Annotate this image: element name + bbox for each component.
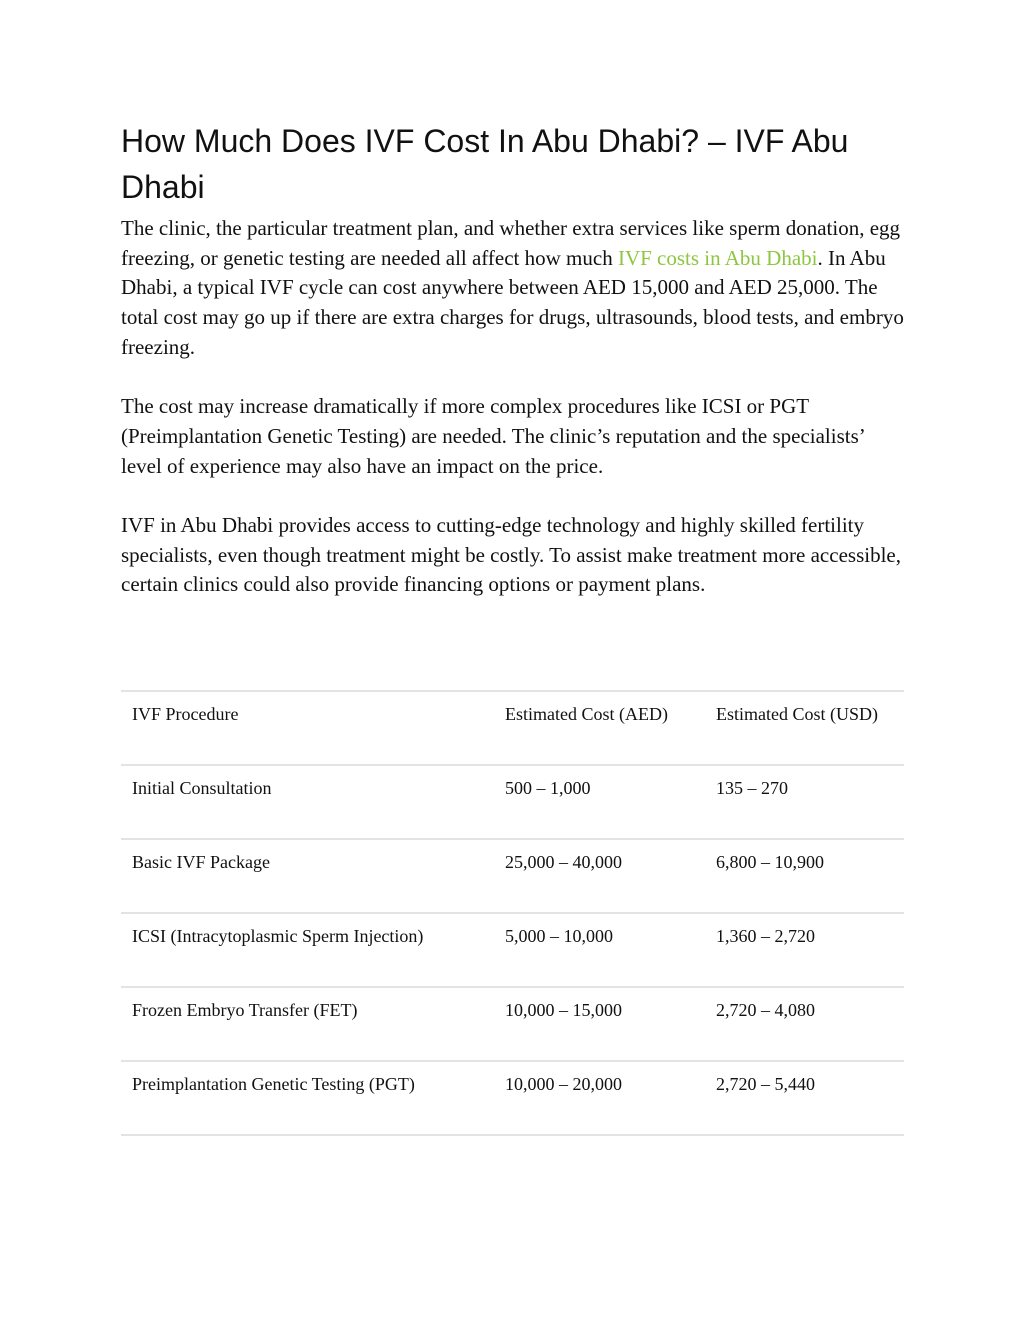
cost-aed-cell: 10,000 – 15,000 xyxy=(505,1000,622,1020)
paragraph-complex-procedures: The cost may increase dramatically if more complex procedures like ICSI or PGT (Preimplantation Genetic Testing) are needed. The clinic’s reputation and the specialists’ level of experience may also have an impact on the price. xyxy=(121,394,865,478)
cost-usd-cell: 2,720 – 5,440 xyxy=(716,1074,815,1094)
header-cost-usd: Estimated Cost (USD) xyxy=(716,704,878,724)
table-row xyxy=(121,839,904,913)
cost-aed-cell: 25,000 – 40,000 xyxy=(505,852,622,872)
paragraph-text: The clinic, the particular treatment plan, and whether extra services like sperm donation, egg freezing, or genetic testing are needed all affect how much xyxy=(121,216,901,270)
procedure-cell: Frozen Embryo Transfer (FET) xyxy=(132,1000,358,1020)
header-cost-aed: Estimated Cost (AED) xyxy=(505,704,668,724)
cost-usd-cell: 135 – 270 xyxy=(716,778,788,798)
paragraph-text: . In Abu Dhabi, a typical IVF cycle can cost anywhere between AED 15,000 and AED 25,000. The total cost may go up if there are extra charges for drugs, ultrasounds, blood tests, and embryo freezing. xyxy=(121,245,904,359)
table-row xyxy=(121,765,904,839)
header-procedure: IVF Procedure xyxy=(132,704,239,724)
cost-usd-cell: 2,720 – 4,080 xyxy=(716,1000,815,1020)
cost-usd-cell: 6,800 – 10,900 xyxy=(716,852,824,872)
procedure-cell: Basic IVF Package xyxy=(132,852,270,872)
procedure-cell: Preimplantation Genetic Testing (PGT) xyxy=(132,1074,415,1094)
cost-aed-cell: 10,000 – 20,000 xyxy=(505,1074,622,1094)
table-row xyxy=(121,1061,904,1135)
article xyxy=(121,118,904,600)
cost-aed-cell: 5,000 – 10,000 xyxy=(505,926,613,946)
page-title: How Much Does IVF Cost In Abu Dhabi? – IVF Abu Dhabi xyxy=(121,123,849,205)
cost-table xyxy=(121,690,904,1136)
cost-aed-cell: 500 – 1,000 xyxy=(505,778,591,798)
table-row xyxy=(121,987,904,1061)
paragraph-financing: IVF in Abu Dhabi provides access to cutting-edge technology and highly skilled fertility specialists, even though treatment might be costly. To assist make treatment more accessible, certain clinics could also provide financing options or payment plans. xyxy=(121,513,901,597)
procedure-cell: Initial Consultation xyxy=(132,778,272,798)
table-header-row xyxy=(121,691,904,765)
cost-usd-cell: 1,360 – 2,720 xyxy=(716,926,815,946)
table-row xyxy=(121,913,904,987)
paragraph-cost-intro xyxy=(121,214,904,363)
procedure-cell: ICSI (Intracytoplasmic Sperm Injection) xyxy=(132,926,424,946)
ivf-costs-link[interactable]: IVF costs in Abu Dhabi xyxy=(617,245,818,270)
